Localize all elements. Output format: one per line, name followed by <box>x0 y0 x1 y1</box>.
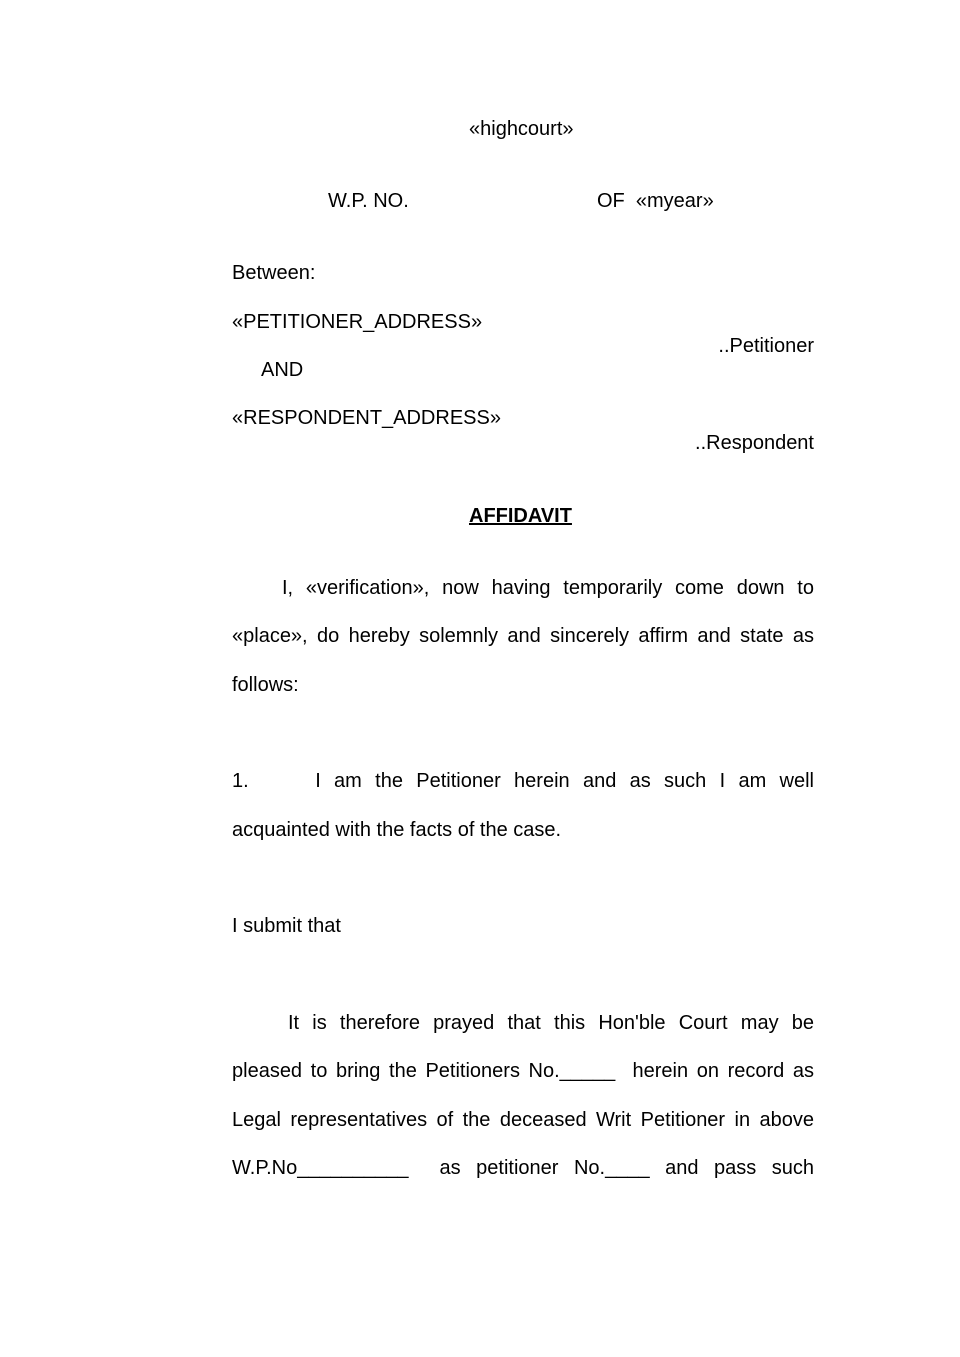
submission-text: I submit that <box>232 915 341 937</box>
petitioner-address: «PETITIONER_ADDRESS» <box>232 311 483 333</box>
and-label: AND <box>261 359 304 381</box>
intro-line-1: I, «verification», now having temporarily come down to <box>282 577 814 599</box>
prayer-line-3: Legal representatives of the deceased Writ Petitioner in above <box>232 1109 814 1131</box>
intro-line-3: follows: <box>232 674 299 696</box>
prayer-line-1: It is therefore prayed that this Hon'ble Court may be <box>288 1012 814 1034</box>
prayer-line-4: W.P.No__________ as petitioner No.____ and pass such <box>232 1157 814 1179</box>
document-title: AFFIDAVIT <box>469 505 572 527</box>
respondent-address: «RESPONDENT_ADDRESS» <box>232 407 501 429</box>
wp-number-label: W.P. NO. <box>328 190 409 212</box>
between-label: Between: <box>232 262 316 284</box>
intro-line-2: «place», do hereby solemnly and sincerely affirm and state as <box>232 625 814 647</box>
case-year-label: OF «myear» <box>597 190 714 212</box>
paragraph-1-line-1: 1. I am the Petitioner herein and as such I am well <box>232 770 814 792</box>
prayer-line-2: pleased to bring the Petitioners No._____ herein on record as <box>232 1060 814 1082</box>
petitioner-role: ..Petitioner <box>718 335 814 357</box>
respondent-role: ..Respondent <box>695 432 814 454</box>
court-name: «highcourt» <box>469 118 574 140</box>
paragraph-1-line-2: acquainted with the facts of the case. <box>232 819 562 841</box>
